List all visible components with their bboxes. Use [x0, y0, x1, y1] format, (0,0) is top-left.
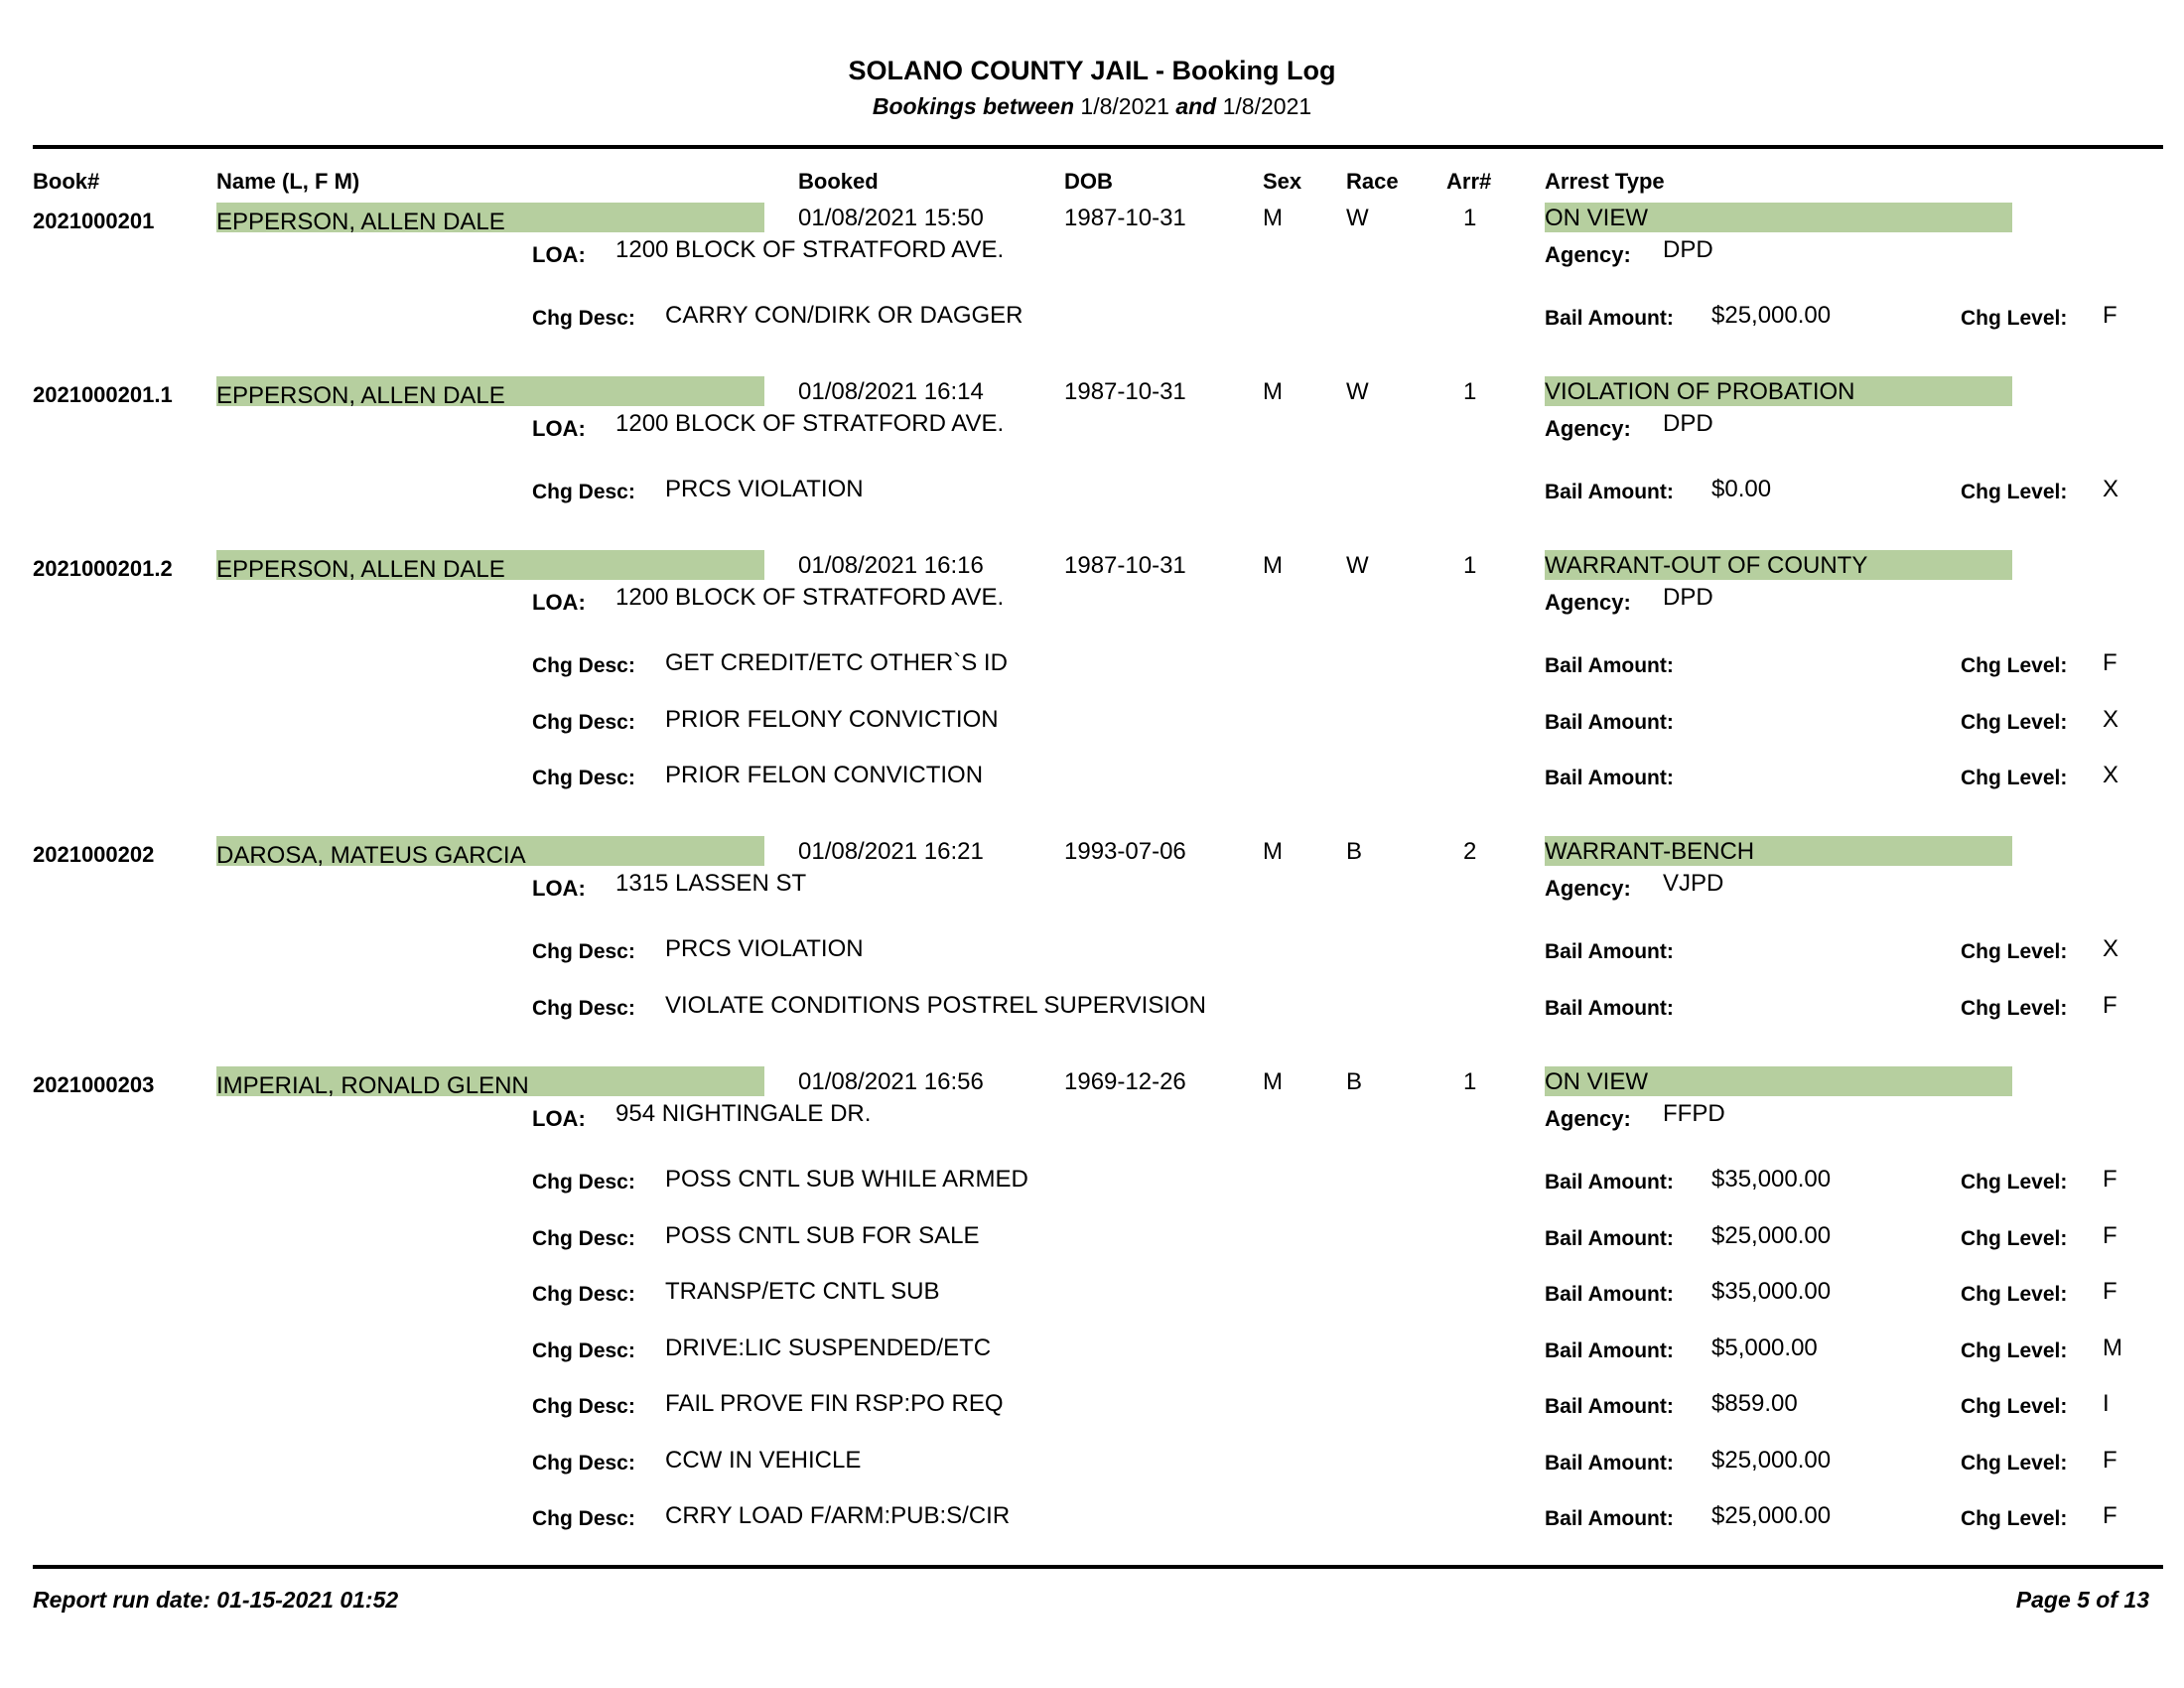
bail-amount-label: Bail Amount: [1545, 307, 1674, 330]
col-header-race: Race [1346, 169, 1399, 194]
agency-value: DPD [1663, 584, 1713, 611]
bail-amount: $25,000.00 [1711, 1221, 1832, 1249]
charge-desc-label: Chg Desc: [532, 1226, 635, 1250]
bail-amount-label: Bail Amount: [1545, 481, 1674, 503]
charge-level-label: Chg Level: [1961, 710, 2068, 734]
inmate-name: EPPERSON, ALLEN DALE [216, 382, 505, 409]
charge-level: F [2103, 649, 2117, 676]
charge-row [0, 760, 2184, 793]
charge-description: TRANSP/ETC CNTL SUB [665, 1278, 940, 1305]
date-of-birth: 1993-07-06 [1064, 838, 1186, 865]
arrest-type: VIOLATION OF PROBATION [1545, 378, 1855, 405]
inmate-name: EPPERSON, ALLEN DALE [216, 556, 505, 583]
col-header-dob: DOB [1064, 169, 1113, 194]
bail-amount-label: Bail Amount: [1545, 1338, 1674, 1362]
charge-row [0, 1220, 2184, 1254]
charge-desc-label: Chg Desc: [532, 710, 635, 734]
charge-description: POSS CNTL SUB WHILE ARMED [665, 1166, 1028, 1193]
report-run-date: Report run date: 01-15-2021 01:52 [33, 1587, 399, 1613]
charge-row [0, 1445, 2184, 1478]
loa-label: LOA: [532, 876, 586, 901]
charge-description: CARRY CON/DIRK OR DAGGER [665, 302, 1024, 329]
charge-level: F [2103, 302, 2117, 329]
top-divider [33, 145, 2163, 149]
charge-row [0, 300, 2184, 334]
arrest-type: ON VIEW [1545, 1068, 1649, 1095]
charge-desc-label: Chg Desc: [532, 481, 635, 503]
charge-level: X [2103, 705, 2119, 733]
bail-amount-label: Bail Amount: [1545, 996, 1674, 1020]
agency-label: Agency: [1545, 590, 1631, 615]
col-header-booked: Booked [798, 169, 879, 194]
charge-desc-label: Chg Desc: [532, 307, 635, 330]
bottom-divider [33, 1565, 2163, 1569]
arrest-number: 1 [1463, 1068, 1477, 1095]
charge-level-label: Chg Level: [1961, 940, 2068, 963]
charge-description: DRIVE:LIC SUSPENDED/ETC [665, 1334, 992, 1361]
date-of-birth: 1987-10-31 [1064, 378, 1186, 405]
subtitle-and: and [1175, 93, 1217, 119]
charge-desc-label: Chg Desc: [532, 1171, 635, 1194]
charge-row [0, 1164, 2184, 1197]
charge-level-label: Chg Level: [1961, 481, 2068, 503]
loa-value: 1200 BLOCK OF STRATFORD AVE. [615, 410, 1005, 437]
charge-description: PRIOR FELONY CONVICTION [665, 705, 999, 733]
charge-description: POSS CNTL SUB FOR SALE [665, 1221, 980, 1249]
charge-row [0, 990, 2184, 1024]
report-title: SOLANO COUNTY JAIL - Booking Log [848, 56, 1336, 85]
date-of-birth: 1969-12-26 [1064, 1068, 1186, 1095]
bail-amount-label: Bail Amount: [1545, 1226, 1674, 1250]
bail-amount-label: Bail Amount: [1545, 767, 1674, 789]
charge-level-label: Chg Level: [1961, 1283, 2068, 1306]
arrest-number: 2 [1463, 838, 1477, 865]
agency-value: VJPD [1663, 870, 1724, 897]
race-value: B [1346, 838, 1363, 865]
date-of-birth: 1987-10-31 [1064, 205, 1186, 231]
charge-level-label: Chg Level: [1961, 307, 2068, 330]
agency-label: Agency: [1545, 1106, 1631, 1131]
charge-level-label: Chg Level: [1961, 1451, 2068, 1475]
bail-amount-label: Bail Amount: [1545, 1171, 1674, 1194]
charge-level: F [2103, 1502, 2117, 1529]
date-from: 1/8/2021 [1080, 93, 1169, 119]
charge-level: X [2103, 762, 2119, 788]
page-number: Page 5 of 13 [2015, 1587, 2149, 1613]
report-subtitle [0, 93, 2184, 120]
loa-value: 1200 BLOCK OF STRATFORD AVE. [615, 236, 1005, 263]
charge-desc-label: Chg Desc: [532, 1395, 635, 1418]
charge-level: F [2103, 1221, 2117, 1249]
race-value: W [1346, 205, 1369, 231]
bail-amount: $25,000.00 [1711, 1446, 1832, 1474]
bail-amount-label: Bail Amount: [1545, 1395, 1674, 1418]
bail-amount-label: Bail Amount: [1545, 710, 1674, 734]
charge-level-label: Chg Level: [1961, 1171, 2068, 1194]
charge-row [0, 474, 2184, 507]
charge-description: GET CREDIT/ETC OTHER`S ID [665, 649, 1008, 676]
charge-row [0, 647, 2184, 681]
race-value: W [1346, 552, 1369, 579]
col-header-book: Book# [33, 169, 100, 194]
bail-amount-label: Bail Amount: [1545, 1507, 1674, 1530]
agency-value: DPD [1663, 236, 1713, 263]
book-number: 2021000201.1 [33, 382, 173, 407]
loa-value: 1315 LASSEN ST [615, 870, 807, 897]
charge-desc-label: Chg Desc: [532, 1507, 635, 1530]
charge-description: CCW IN VEHICLE [665, 1446, 862, 1474]
bail-amount: $5,000.00 [1711, 1334, 1818, 1361]
agency-label: Agency: [1545, 876, 1631, 901]
sex-value: M [1263, 378, 1283, 405]
charge-level-label: Chg Level: [1961, 1507, 2068, 1530]
loa-label: LOA: [532, 242, 586, 267]
charge-desc-label: Chg Desc: [532, 654, 635, 677]
charge-description: PRIOR FELON CONVICTION [665, 762, 984, 788]
book-number: 2021000201 [33, 209, 155, 233]
booked-datetime: 01/08/2021 16:14 [798, 378, 984, 405]
charge-level-label: Chg Level: [1961, 996, 2068, 1020]
agency-label: Agency: [1545, 242, 1631, 267]
charge-desc-label: Chg Desc: [532, 996, 635, 1020]
book-number: 2021000201.2 [33, 556, 173, 581]
charge-row [0, 1388, 2184, 1422]
arrest-number: 1 [1463, 378, 1477, 405]
sex-value: M [1263, 552, 1283, 579]
charge-description: PRCS VIOLATION [665, 935, 864, 962]
charge-desc-label: Chg Desc: [532, 1283, 635, 1306]
loa-label: LOA: [532, 590, 586, 615]
charge-level: I [2103, 1390, 2110, 1417]
race-value: W [1346, 378, 1369, 405]
subtitle-prefix: Bookings between [872, 93, 1075, 119]
bail-amount-label: Bail Amount: [1545, 654, 1674, 677]
col-header-name: Name (L, F M) [216, 169, 360, 194]
charge-level: X [2103, 935, 2119, 962]
bail-amount: $25,000.00 [1711, 302, 1832, 329]
race-value: B [1346, 1068, 1363, 1095]
charge-level-label: Chg Level: [1961, 1338, 2068, 1362]
charge-description: FAIL PROVE FIN RSP:PO REQ [665, 1390, 1004, 1417]
charge-desc-label: Chg Desc: [532, 1338, 635, 1362]
charge-level: F [2103, 1166, 2117, 1193]
col-header-arrest-type: Arrest Type [1545, 169, 1665, 194]
bail-amount: $25,000.00 [1711, 1502, 1832, 1529]
charge-level: X [2103, 476, 2119, 502]
col-header-arr: Arr# [1446, 169, 1492, 194]
arrest-type: WARRANT-BENCH [1545, 838, 1755, 865]
agency-label: Agency: [1545, 416, 1631, 441]
charge-row [0, 1500, 2184, 1534]
sex-value: M [1263, 838, 1283, 865]
charge-level-label: Chg Level: [1961, 767, 2068, 789]
agency-value: DPD [1663, 410, 1713, 437]
charge-level-label: Chg Level: [1961, 1226, 2068, 1250]
charge-row [0, 704, 2184, 738]
arrest-type: ON VIEW [1545, 205, 1649, 231]
charge-level: F [2103, 1278, 2117, 1305]
loa-label: LOA: [532, 416, 586, 441]
booked-datetime: 01/08/2021 15:50 [798, 205, 984, 231]
book-number: 2021000203 [33, 1072, 155, 1097]
loa-label: LOA: [532, 1106, 586, 1131]
date-to: 1/8/2021 [1222, 93, 1312, 119]
booked-datetime: 01/08/2021 16:56 [798, 1068, 984, 1095]
loa-value: 1200 BLOCK OF STRATFORD AVE. [615, 584, 1005, 611]
bail-amount: $35,000.00 [1711, 1166, 1832, 1193]
bail-amount: $859.00 [1711, 1390, 1798, 1417]
charge-level: F [2103, 1446, 2117, 1474]
charge-level: F [2103, 991, 2117, 1019]
charge-desc-label: Chg Desc: [532, 940, 635, 963]
charge-row [0, 933, 2184, 967]
charge-level: M [2103, 1334, 2122, 1361]
charge-desc-label: Chg Desc: [532, 1451, 635, 1475]
charge-description: VIOLATE CONDITIONS POSTREL SUPERVISION [665, 991, 1207, 1019]
arrest-type: WARRANT-OUT OF COUNTY [1545, 552, 1868, 579]
date-of-birth: 1987-10-31 [1064, 552, 1186, 579]
agency-value: FFPD [1663, 1100, 1725, 1127]
inmate-name: DAROSA, MATEUS GARCIA [216, 842, 526, 869]
booked-datetime: 01/08/2021 16:21 [798, 838, 984, 865]
charge-row [0, 1333, 2184, 1366]
charge-row [0, 1276, 2184, 1310]
bail-amount-label: Bail Amount: [1545, 940, 1674, 963]
inmate-name: IMPERIAL, RONALD GLENN [216, 1072, 529, 1099]
arrest-number: 1 [1463, 552, 1477, 579]
bail-amount: $0.00 [1711, 476, 1772, 502]
bail-amount-label: Bail Amount: [1545, 1283, 1674, 1306]
col-header-sex: Sex [1263, 169, 1302, 194]
book-number: 2021000202 [33, 842, 155, 867]
bail-amount: $35,000.00 [1711, 1278, 1832, 1305]
booked-datetime: 01/08/2021 16:16 [798, 552, 984, 579]
charge-level-label: Chg Level: [1961, 1395, 2068, 1418]
inmate-name: EPPERSON, ALLEN DALE [216, 209, 505, 235]
charge-description: CRRY LOAD F/ARM:PUB:S/CIR [665, 1502, 1011, 1529]
bail-amount-label: Bail Amount: [1545, 1451, 1674, 1475]
charge-desc-label: Chg Desc: [532, 767, 635, 789]
sex-value: M [1263, 1068, 1283, 1095]
charge-description: PRCS VIOLATION [665, 476, 864, 502]
loa-value: 954 NIGHTINGALE DR. [615, 1100, 872, 1127]
arrest-number: 1 [1463, 205, 1477, 231]
charge-level-label: Chg Level: [1961, 654, 2068, 677]
sex-value: M [1263, 205, 1283, 231]
